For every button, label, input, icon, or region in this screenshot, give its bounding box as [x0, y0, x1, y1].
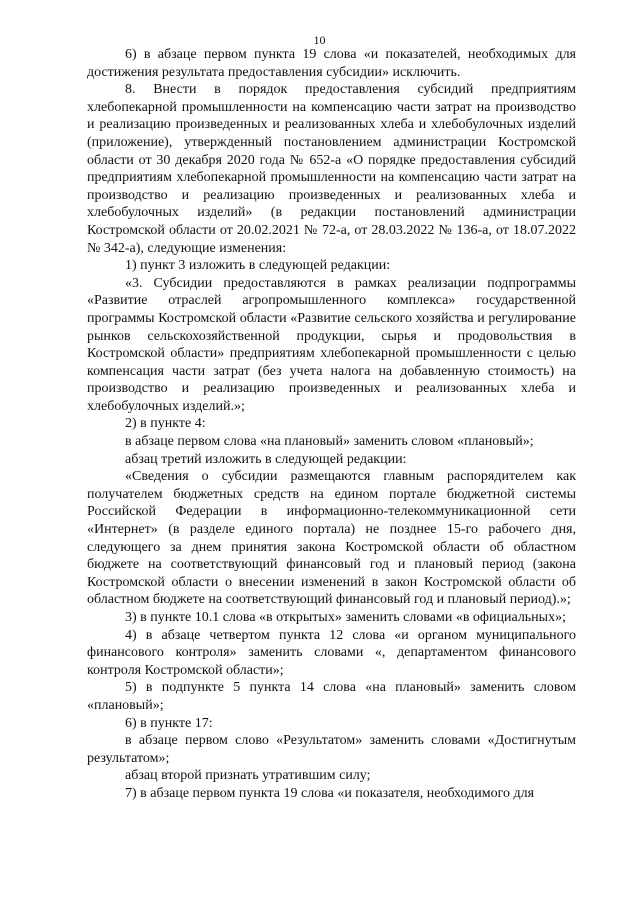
- paragraph: 8. Внести в порядок предоставления субсидий предприятиям хлебопекарной промышленности на компенсацию части затрат на производство и реализацию произведенных и реализованных хлеба и хлебобулочных изделий (приложение), утвержденный постановлением администрации Костромской области от 30 декабря 2020 года № 652-а «О порядке предоставления субсидий предприятиям хлебопекарной промышленности на компенсацию части затрат на производство и реализацию произведенных и реализованных хлеба и хлебобулочных изделий» (в редакции постановлений администрации Костромской области от 20.02.2021 № 72-а, от 28.03.2022 № 136-а, от 18.07.2022 № 342-а), следующие изменения:: [87, 82, 576, 256]
- paragraph: абзац второй признать утратившим силу;: [125, 768, 371, 784]
- paragraph: 5) в подпункте 5 пункта 14 слова «на плановый» заменить словом «плановый»;: [87, 680, 576, 713]
- paragraph: 6) в пункте 17:: [125, 715, 213, 731]
- paragraph: 3) в пункте 10.1 слова «в открытых» заменить словами «в официальных»;: [125, 610, 566, 625]
- paragraph: 7) в абзаце первом пункта 19 слова «и показателя, необходимого для: [125, 785, 535, 801]
- paragraph: 4) в абзаце четвертом пункта 12 слова «и органом муниципального финансового контроля» заменить словами «, департаментом финансового контроля Костромской области»;: [87, 627, 576, 678]
- paragraph: абзац третий изложить в следующей редакции:: [125, 451, 407, 467]
- paragraph: «3. Субсидии предоставляются в рамках реализации подпрограммы «Развитие отраслей агропромышленного комплекса» государственной программы Костромской области «Развитие сельского хозяйства и регулирование рынков сельскохозяйственной продукции, сырья и продовольствия в Костромской области» предприятиям хлебопекарной промышленности с целью компенсация части затрат (без учета налога на добавленную стоимость) на производство и реализацию произведенных и реализованных хлеба и хлебобулочных изделий.»;: [87, 275, 576, 414]
- paragraph: 6) в абзаце первом пункта 19 слова «и показателей, необходимых для достижения результата предоставления субсидии» исключить.: [87, 47, 576, 80]
- document-body: [87, 46, 576, 803]
- paragraph: «Сведения о субсидии размещаются главным распорядителем как получателем бюджетных средств на едином портале бюджетной системы Российской Федерации в информационно-телекоммуникационной сети «Интернет» (в разделе единого портала) не позднее 15-го рабочего дня, следующего за днем принятия закона Костромской области об областном бюджете на соответствующий финансовый год и плановый период (закона Костромской области о внесении изменений в закон Костромской области об областном бюджете на соответствующий финансовый год и плановый период).»;: [87, 469, 576, 608]
- paragraph: 2) в пункте 4:: [125, 416, 206, 432]
- paragraph: в абзаце первом слово «Результатом» заменить словами «Достигнутым результатом»;: [87, 733, 576, 766]
- paragraph: в абзаце первом слова «на плановый» заменить словом «плановый»;: [125, 434, 534, 450]
- page-number: 10: [313, 33, 326, 47]
- paragraph: 1) пункт 3 изложить в следующей редакции:: [125, 258, 391, 274]
